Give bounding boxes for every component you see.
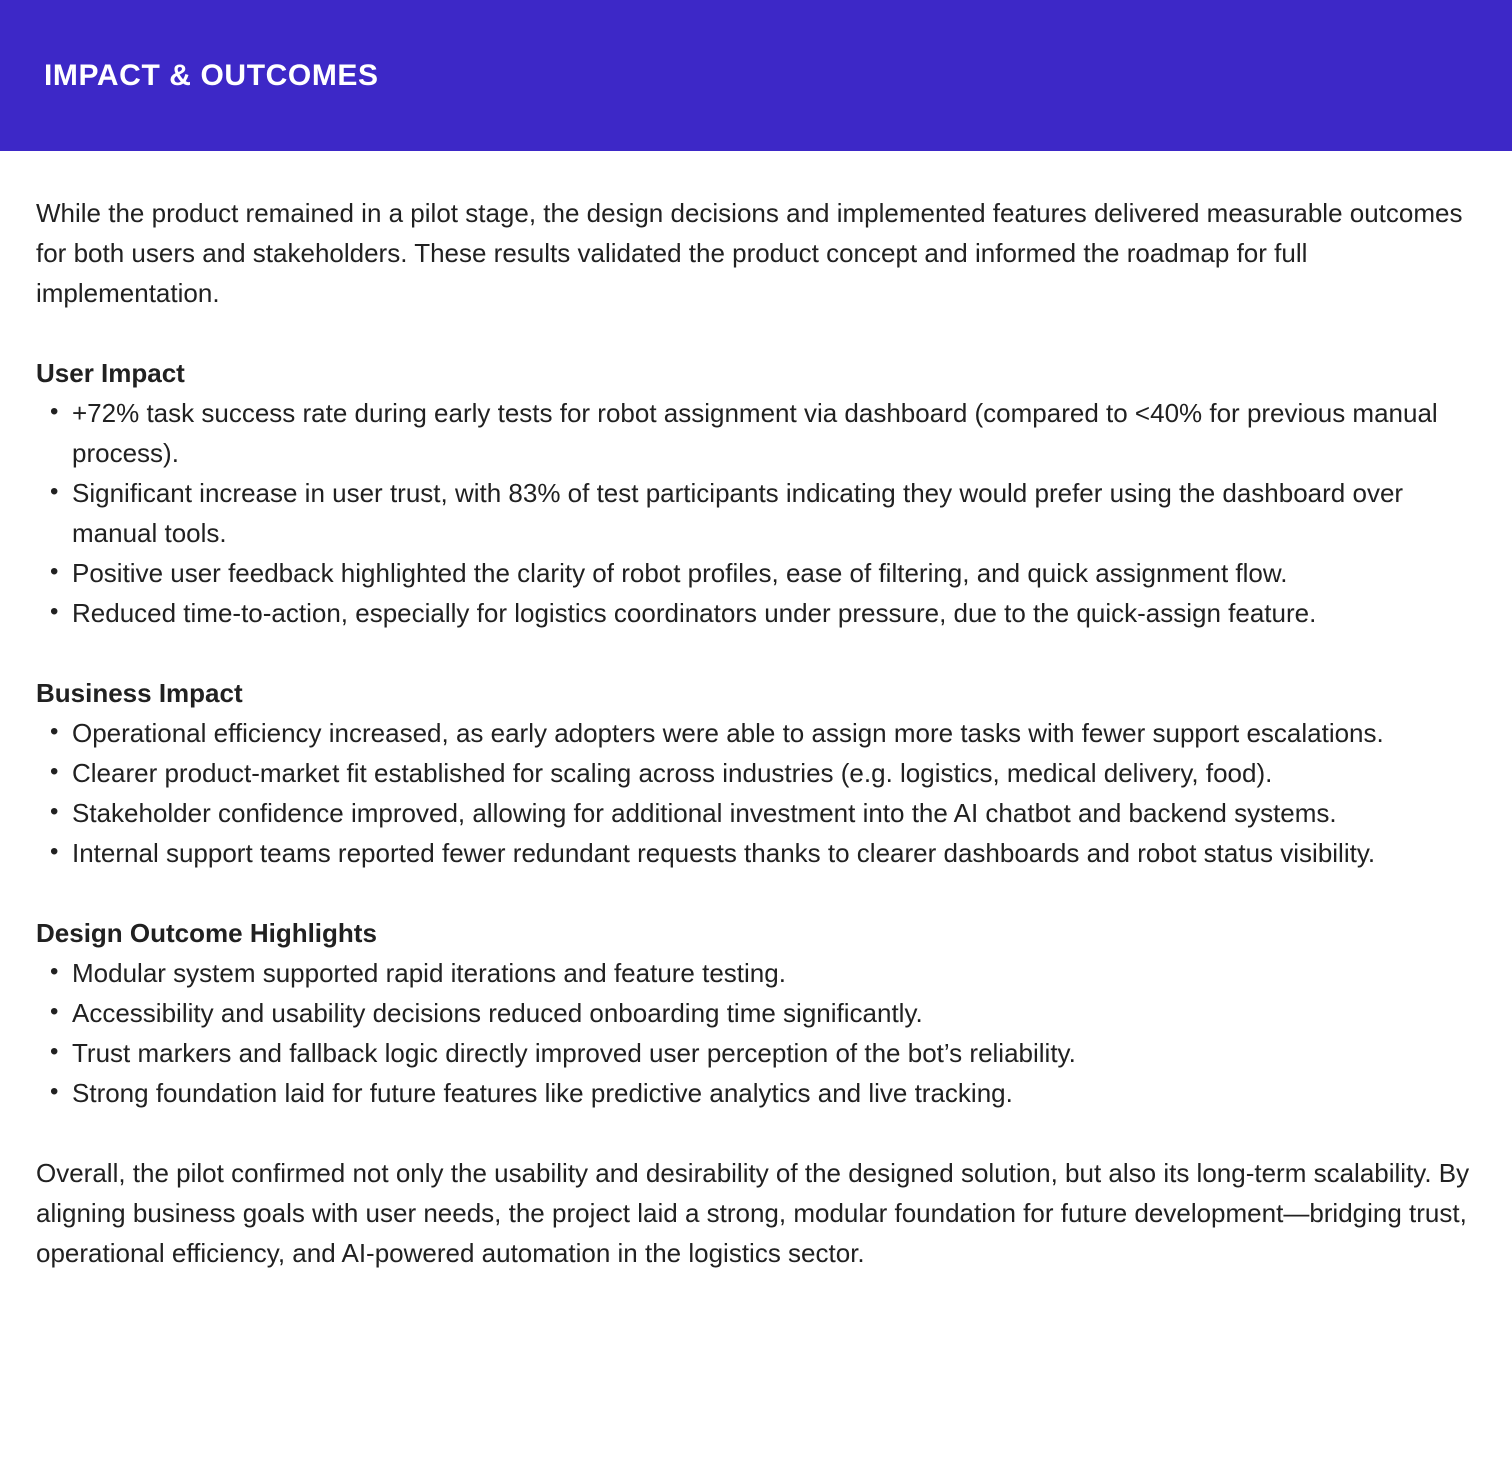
bullet-icon: • <box>50 1038 59 1065</box>
list-item <box>36 1073 1476 1113</box>
section-heading-user-impact: User Impact <box>36 358 185 388</box>
list-item-text: +72% task success rate during early tests for robot assignment via dashboard (compared to <40% for previous manual process). <box>72 398 1438 468</box>
list-item-text: Modular system supported rapid iterations and feature testing. <box>72 958 786 988</box>
closing-paragraph: Overall, the pilot confirmed not only the usability and desirability of the designed solution, but also its long-term scalability. By aligning business goals with user needs, the project laid a strong, modular foundation for future development—bridging trust, operational efficiency, and AI-powered automation in the logistics sector. <box>36 1158 1470 1268</box>
list-item-text: Clearer product-market fit established for scaling across industries (e.g. logistics, medical delivery, food). <box>72 758 1273 788</box>
section-design-outcome-highlights <box>36 913 1476 1113</box>
bullet-icon: • <box>50 1078 59 1105</box>
content-area <box>0 151 1512 1273</box>
list-item-text: Operational efficiency increased, as early adopters were able to assign more tasks with fewer support escalations. <box>72 718 1384 748</box>
section-heading-design-outcomes: Design Outcome Highlights <box>36 918 377 948</box>
bullet-icon: • <box>50 598 59 625</box>
page-title: IMPACT & OUTCOMES <box>44 58 379 92</box>
list-item-text: Trust markers and fallback logic directly improved user perception of the bot’s reliability. <box>72 1038 1076 1068</box>
bullet-icon: • <box>50 998 59 1025</box>
bullet-icon: • <box>50 718 59 745</box>
list-item <box>36 713 1476 753</box>
section-banner <box>0 0 1512 151</box>
list-item-text: Strong foundation laid for future features like predictive analytics and live tracking. <box>72 1078 1013 1108</box>
list-item <box>36 993 1476 1033</box>
list-item <box>36 753 1476 793</box>
bullet-icon: • <box>50 478 59 505</box>
list-item <box>36 553 1476 593</box>
list-item <box>36 393 1476 473</box>
list-item <box>36 833 1476 873</box>
bullet-icon: • <box>50 558 59 585</box>
design-outcomes-list <box>36 953 1476 1113</box>
section-business-impact <box>36 673 1476 873</box>
list-item-text: Accessibility and usability decisions reduced onboarding time significantly. <box>72 998 923 1028</box>
user-impact-list <box>36 393 1476 633</box>
bullet-icon: • <box>50 398 59 425</box>
list-item <box>36 793 1476 833</box>
list-item <box>36 593 1476 633</box>
list-item-text: Reduced time-to-action, especially for logistics coordinators under pressure, due to the quick-assign feature. <box>72 598 1317 628</box>
list-item-text: Internal support teams reported fewer redundant requests thanks to clearer dashboards and robot status visibility. <box>72 838 1376 868</box>
bullet-icon: • <box>50 798 59 825</box>
list-item-text: Significant increase in user trust, with 83% of test participants indicating they would prefer using the dashboard over manual tools. <box>72 478 1404 548</box>
list-item <box>36 473 1476 553</box>
list-item <box>36 953 1476 993</box>
intro-paragraph: While the product remained in a pilot stage, the design decisions and implemented features delivered measurable outcomes for both users and stakeholders. These results validated the product concept and informed the roadmap for full implementation. <box>36 198 1463 308</box>
section-user-impact <box>36 353 1476 633</box>
bullet-icon: • <box>50 758 59 785</box>
bullet-icon: • <box>50 838 59 865</box>
business-impact-list <box>36 713 1476 873</box>
bullet-icon: • <box>50 958 59 985</box>
list-item <box>36 1033 1476 1073</box>
list-item-text: Stakeholder confidence improved, allowing for additional investment into the AI chatbot and backend systems. <box>72 798 1337 828</box>
section-heading-business-impact: Business Impact <box>36 678 243 708</box>
list-item-text: Positive user feedback highlighted the clarity of robot profiles, ease of filtering, and quick assignment flow. <box>72 558 1288 588</box>
